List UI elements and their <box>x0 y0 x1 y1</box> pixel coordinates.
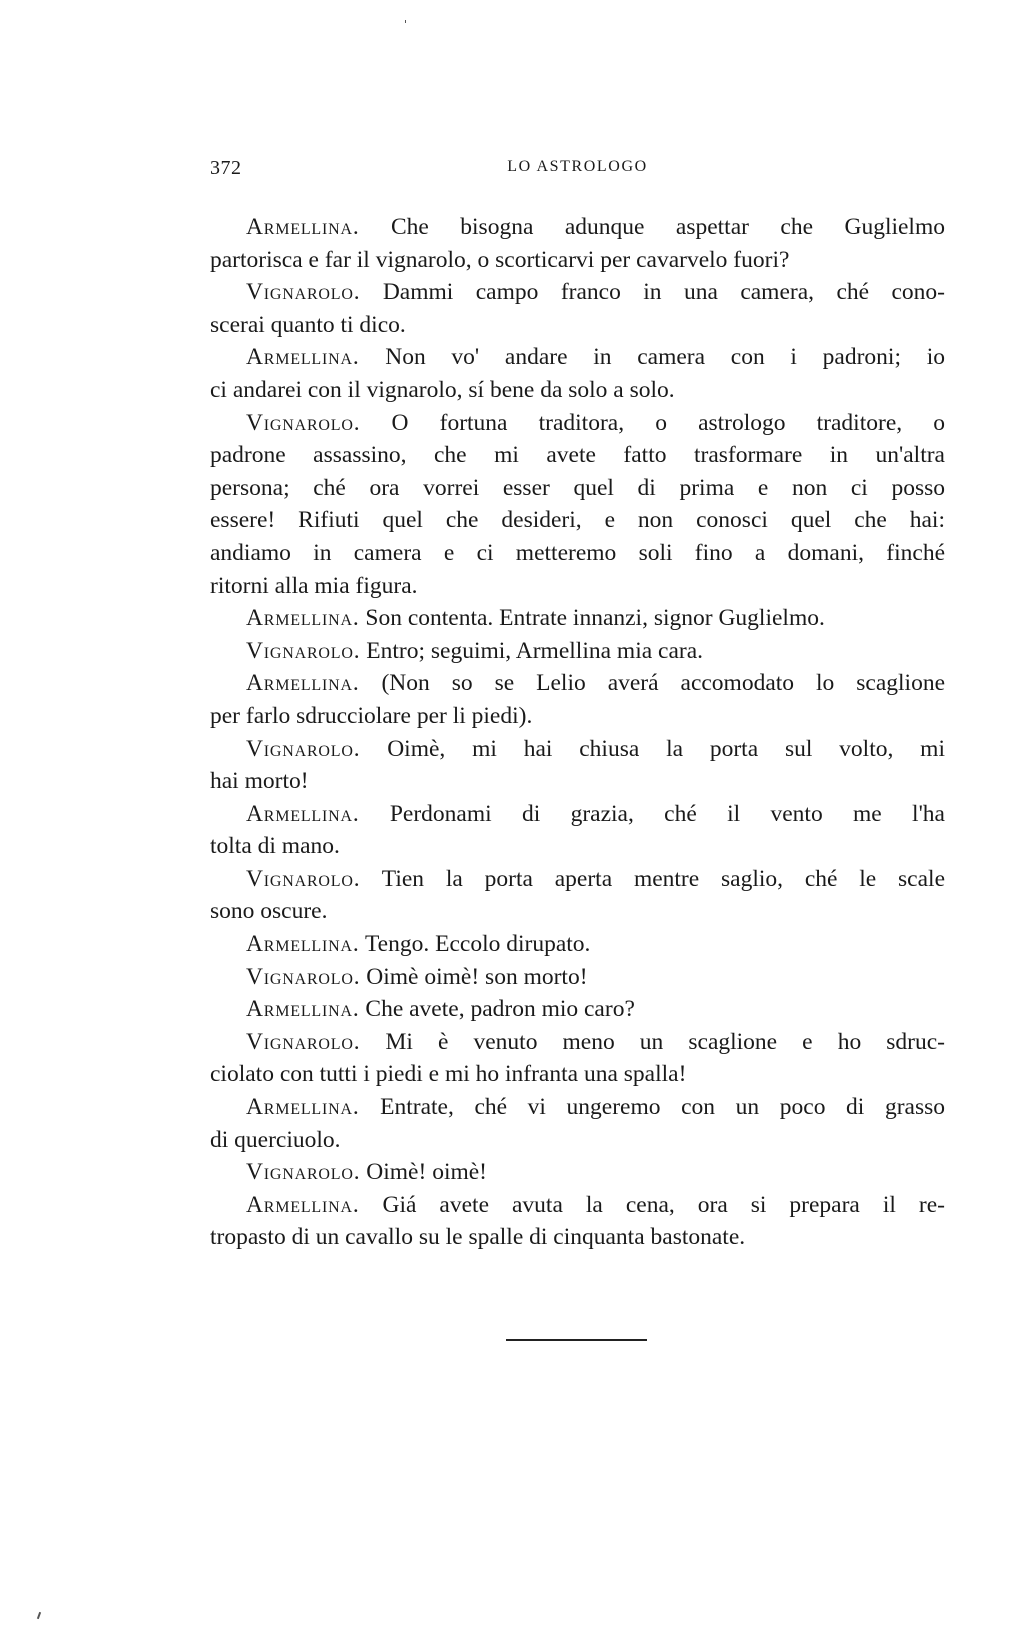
line-text: sono oscure. <box>210 898 328 925</box>
text-line <box>210 472 945 505</box>
text-line <box>210 341 945 374</box>
line-text: Tengo. Eccolo dirupato. <box>359 931 591 958</box>
text-line <box>210 1221 945 1254</box>
line-text: tropasto di un cavallo su le spalle di cinquanta bastonate. <box>210 1224 746 1251</box>
running-title: LO ASTROLOGO <box>507 158 648 175</box>
line-text: Entro; seguimi, Armellina mia cara. <box>360 637 704 664</box>
text-line <box>210 211 945 244</box>
speaker-name: Vignarolo. <box>246 865 361 892</box>
text-line <box>210 928 945 961</box>
speaker-name: Armellina. <box>246 1094 360 1121</box>
line-text: Non vo' andare in camera con i padroni; io <box>359 344 945 371</box>
text-line <box>210 830 945 863</box>
line-text: per farlo sdrucciolare per li piedi). <box>210 702 533 729</box>
speaker-name: Vignarolo. <box>246 279 361 306</box>
line-text: Oimè! oimè! <box>360 1159 488 1186</box>
speaker-name: Armellina. <box>246 214 360 240</box>
text-line <box>210 439 945 472</box>
speaker-name: Vignarolo. <box>246 637 361 664</box>
speaker-name: Vignarolo. <box>246 1028 361 1055</box>
speaker-name: Armellina. <box>246 670 360 697</box>
text-line <box>210 309 945 342</box>
line-text: padrone assassino, che mi avete fatto trasformare in un'altra <box>210 442 945 469</box>
text-line <box>210 244 945 277</box>
speaker-name: Vignarolo. <box>246 409 361 436</box>
line-text: (Non so se Lelio averá accomodato lo scaglione <box>359 670 945 697</box>
line-text: andiamo in camera e ci metteremo soli fino a domani, finché <box>210 539 945 566</box>
text-line <box>210 635 945 668</box>
page-number: 372 <box>210 157 242 179</box>
text-line <box>210 1058 945 1091</box>
speaker-name: Vignarolo. <box>246 735 361 762</box>
text-line <box>210 1156 945 1189</box>
text-line <box>210 407 945 440</box>
text-line <box>210 570 945 603</box>
text-line <box>210 798 945 831</box>
section-end-rule <box>506 1339 647 1341</box>
speaker-name: Armellina. <box>246 931 360 958</box>
text-line <box>210 700 945 733</box>
line-text: essere! Rifiuti quel che desideri, e non conosci quel che hai: <box>210 507 945 534</box>
line-text: Perdonami di grazia, ché il vento me l'ha <box>359 800 945 827</box>
line-text: Entrate, ché vi ungeremo con un poco di grasso <box>359 1094 945 1121</box>
line-text: Giá avete avuta la cena, ora si prepara il re- <box>359 1191 945 1218</box>
print-speck <box>37 1612 41 1619</box>
text-line <box>210 667 945 700</box>
speaker-name: Armellina. <box>246 996 360 1023</box>
line-text: Son contenta. Entrate innanzi, signor Guglielmo. <box>359 605 825 632</box>
page-header <box>210 157 945 183</box>
line-text: Oimè, mi hai chiusa la porta sul volto, mi <box>360 735 945 762</box>
line-text: Dammi campo franco in una camera, ché cono- <box>360 279 945 306</box>
line-text: di querciuolo. <box>210 1126 341 1153</box>
line-text: partorisca e far il vignarolo, o scorticarvi per cavarvelo fuori? <box>210 246 790 273</box>
line-text: ciolato con tutti i piedi e mi ho infranta una spalla! <box>210 1061 687 1088</box>
text-line <box>210 374 945 407</box>
print-speck <box>405 20 406 23</box>
text-line <box>210 1189 945 1222</box>
line-text: hai morto! <box>210 768 309 795</box>
text-line <box>210 993 945 1026</box>
text-line <box>210 537 945 570</box>
line-text: Che avete, padron mio caro? <box>359 996 635 1023</box>
speaker-name: Vignarolo. <box>246 963 361 990</box>
text-line <box>210 602 945 635</box>
text-line <box>210 1026 945 1059</box>
line-text: ritorni alla mia figura. <box>210 572 418 599</box>
text-line <box>210 895 945 928</box>
speaker-name: Armellina. <box>246 605 360 632</box>
text-line <box>210 961 945 994</box>
line-text: scerai quanto ti dico. <box>210 311 406 338</box>
text-line <box>210 276 945 309</box>
speaker-name: Vignarolo. <box>246 1159 361 1186</box>
line-text: tolta di mano. <box>210 833 340 860</box>
speaker-name: Armellina. <box>246 1191 360 1218</box>
line-text: persona; ché ora vorrei esser quel di prima e non ci posso <box>210 474 945 501</box>
text-line <box>210 765 945 798</box>
line-text: Che bisogna adunque aspettar che Guglielmo <box>359 214 945 240</box>
line-text: Mi è venuto meno un scaglione e ho sdruc- <box>360 1028 945 1055</box>
speaker-name: Armellina. <box>246 344 360 371</box>
line-text: ci andarei con il vignarolo, sí bene da solo a solo. <box>210 376 675 403</box>
text-line <box>210 863 945 896</box>
text-line <box>210 504 945 537</box>
text-line <box>210 733 945 766</box>
text-line <box>210 1091 945 1124</box>
speaker-name: Armellina. <box>246 800 360 827</box>
text-line <box>210 1124 945 1157</box>
line-text: Tien la porta aperta mentre saglio, ché le scale <box>360 865 945 892</box>
dialogue-text <box>210 211 945 1254</box>
line-text: O fortuna traditora, o astrologo traditore, o <box>360 409 945 436</box>
line-text: Oimè oimè! son morto! <box>360 963 588 990</box>
